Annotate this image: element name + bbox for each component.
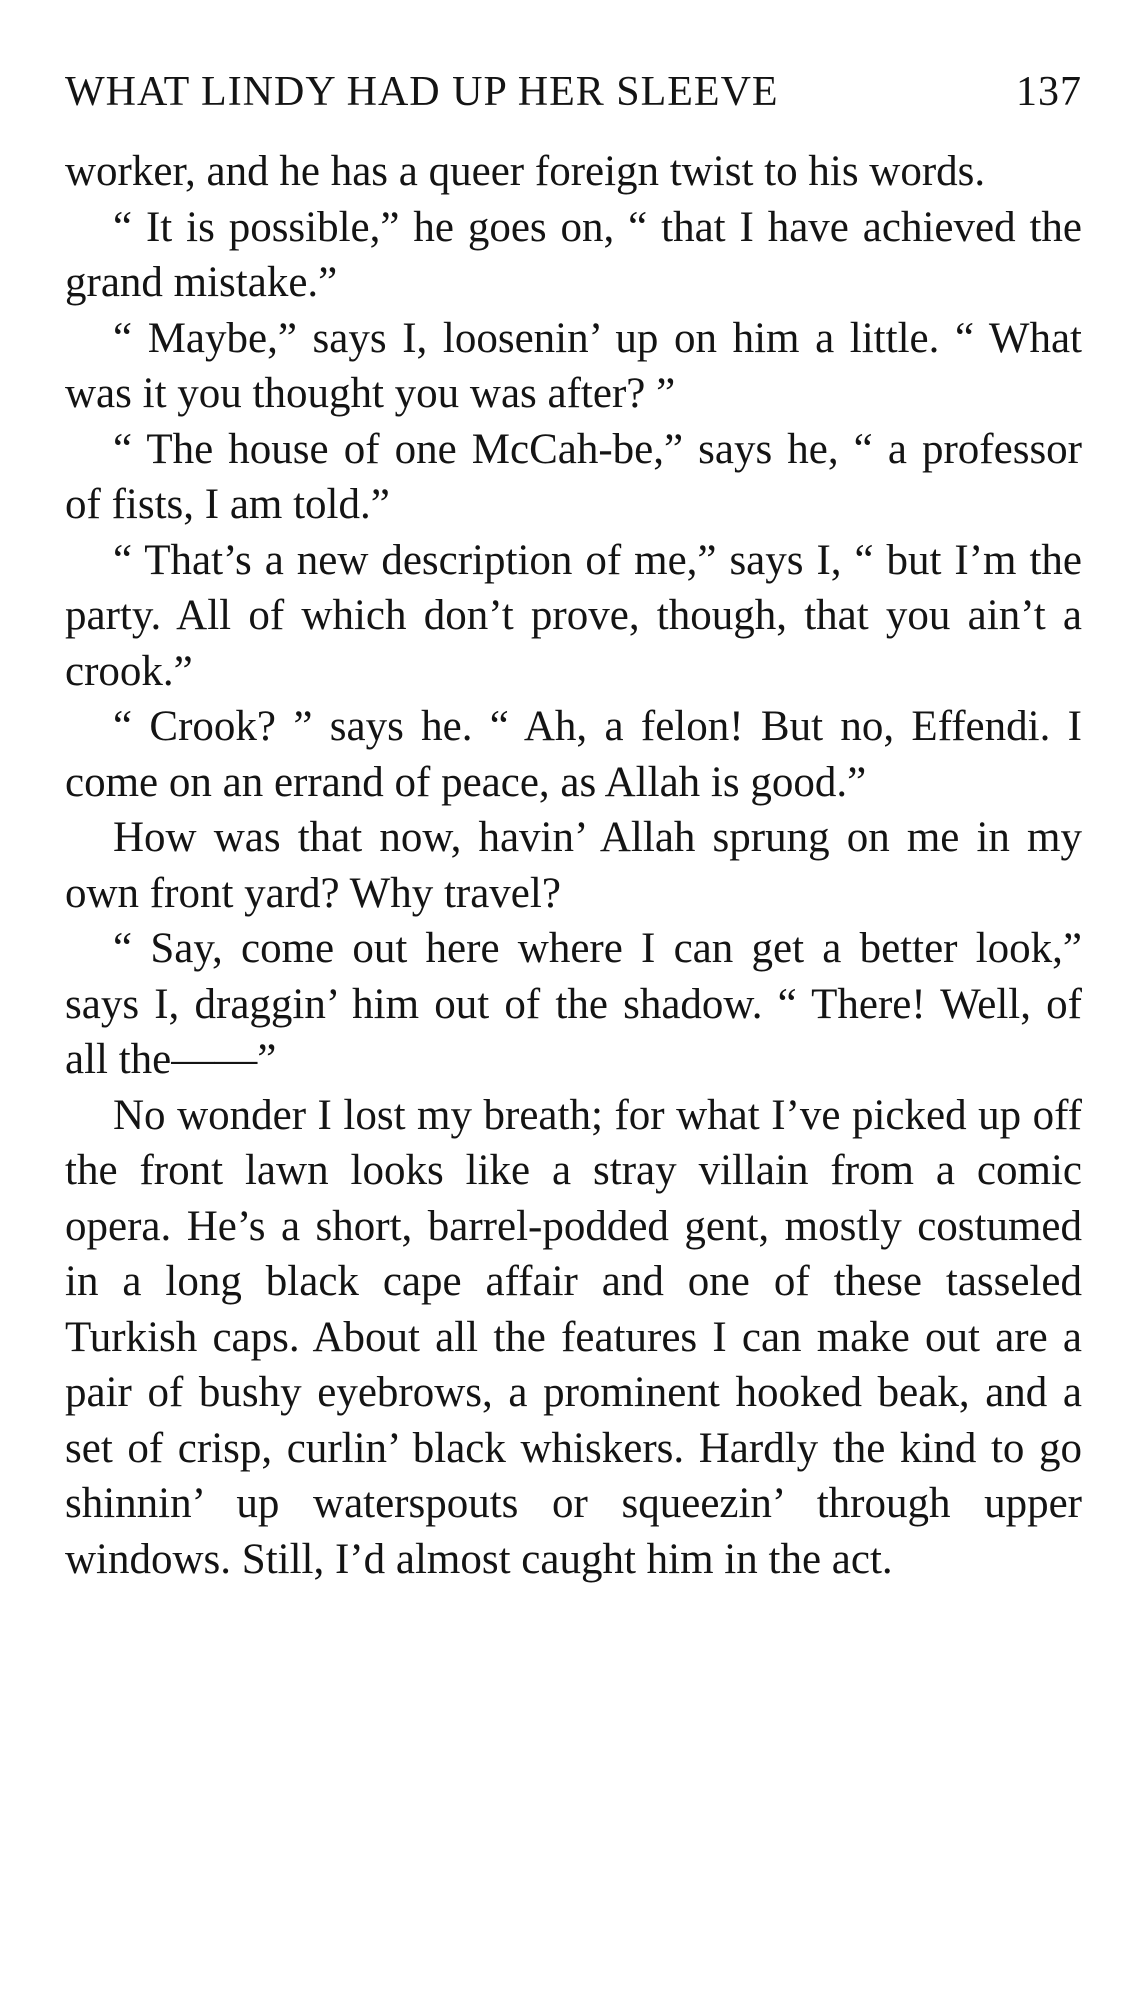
page-number: 137 (1016, 69, 1082, 115)
paragraph: No wonder I lost my breath; for what I’ve picked up off the front lawn looks like a stray villain from a comic opera. He’s a short, barrel-podded gent, mostly costumed in a long black cape affair and one of these tasseled Turkish caps. About all the features I can make out are a pair of bushy eyebrows, a prominent hooked beak, and a set of crisp, curlin’ black whiskers. Hardly the kind to go shinnin’ up waterspouts or squeezin’ through upper windows. Still, I’d almost caught him in the act. (65, 1091, 1082, 1583)
paragraph: “ Say, come out here where I can get a better look,” says I, draggin’ him out of the shadow. “ There! Well, of all the——” (65, 925, 1082, 1083)
paragraph: How was that now, havin’ Allah sprung on me in my own front yard? Why travel? (65, 814, 1082, 917)
paragraph: “ That’s a new description of me,” says I, “ but I’m the party. All of which don’t prove, though, that you ain’t a crook.” (65, 536, 1082, 695)
book-page (65, 62, 1082, 1587)
paragraph: “ The house of one McCah-be,” says he, “ a professor of fists, I am told.” (65, 425, 1082, 528)
paragraph: “ Crook? ” says he. “ Ah, a felon! But no, Effendi. I come on an errand of peace, as Allah is good.” (65, 703, 1082, 806)
running-head (65, 62, 1082, 122)
paragraph: “ Maybe,” says I, loosenin’ up on him a little. “ What was it you thought you was after? ” (65, 314, 1082, 417)
body-text (65, 144, 1082, 1587)
paragraph: “ It is possible,” he goes on, “ that I have achieved the grand mistake.” (65, 203, 1082, 306)
running-title: WHAT LINDY HAD UP HER SLEEVE (65, 69, 779, 115)
paragraph: worker, and he has a queer foreign twist to his words. (65, 148, 986, 195)
